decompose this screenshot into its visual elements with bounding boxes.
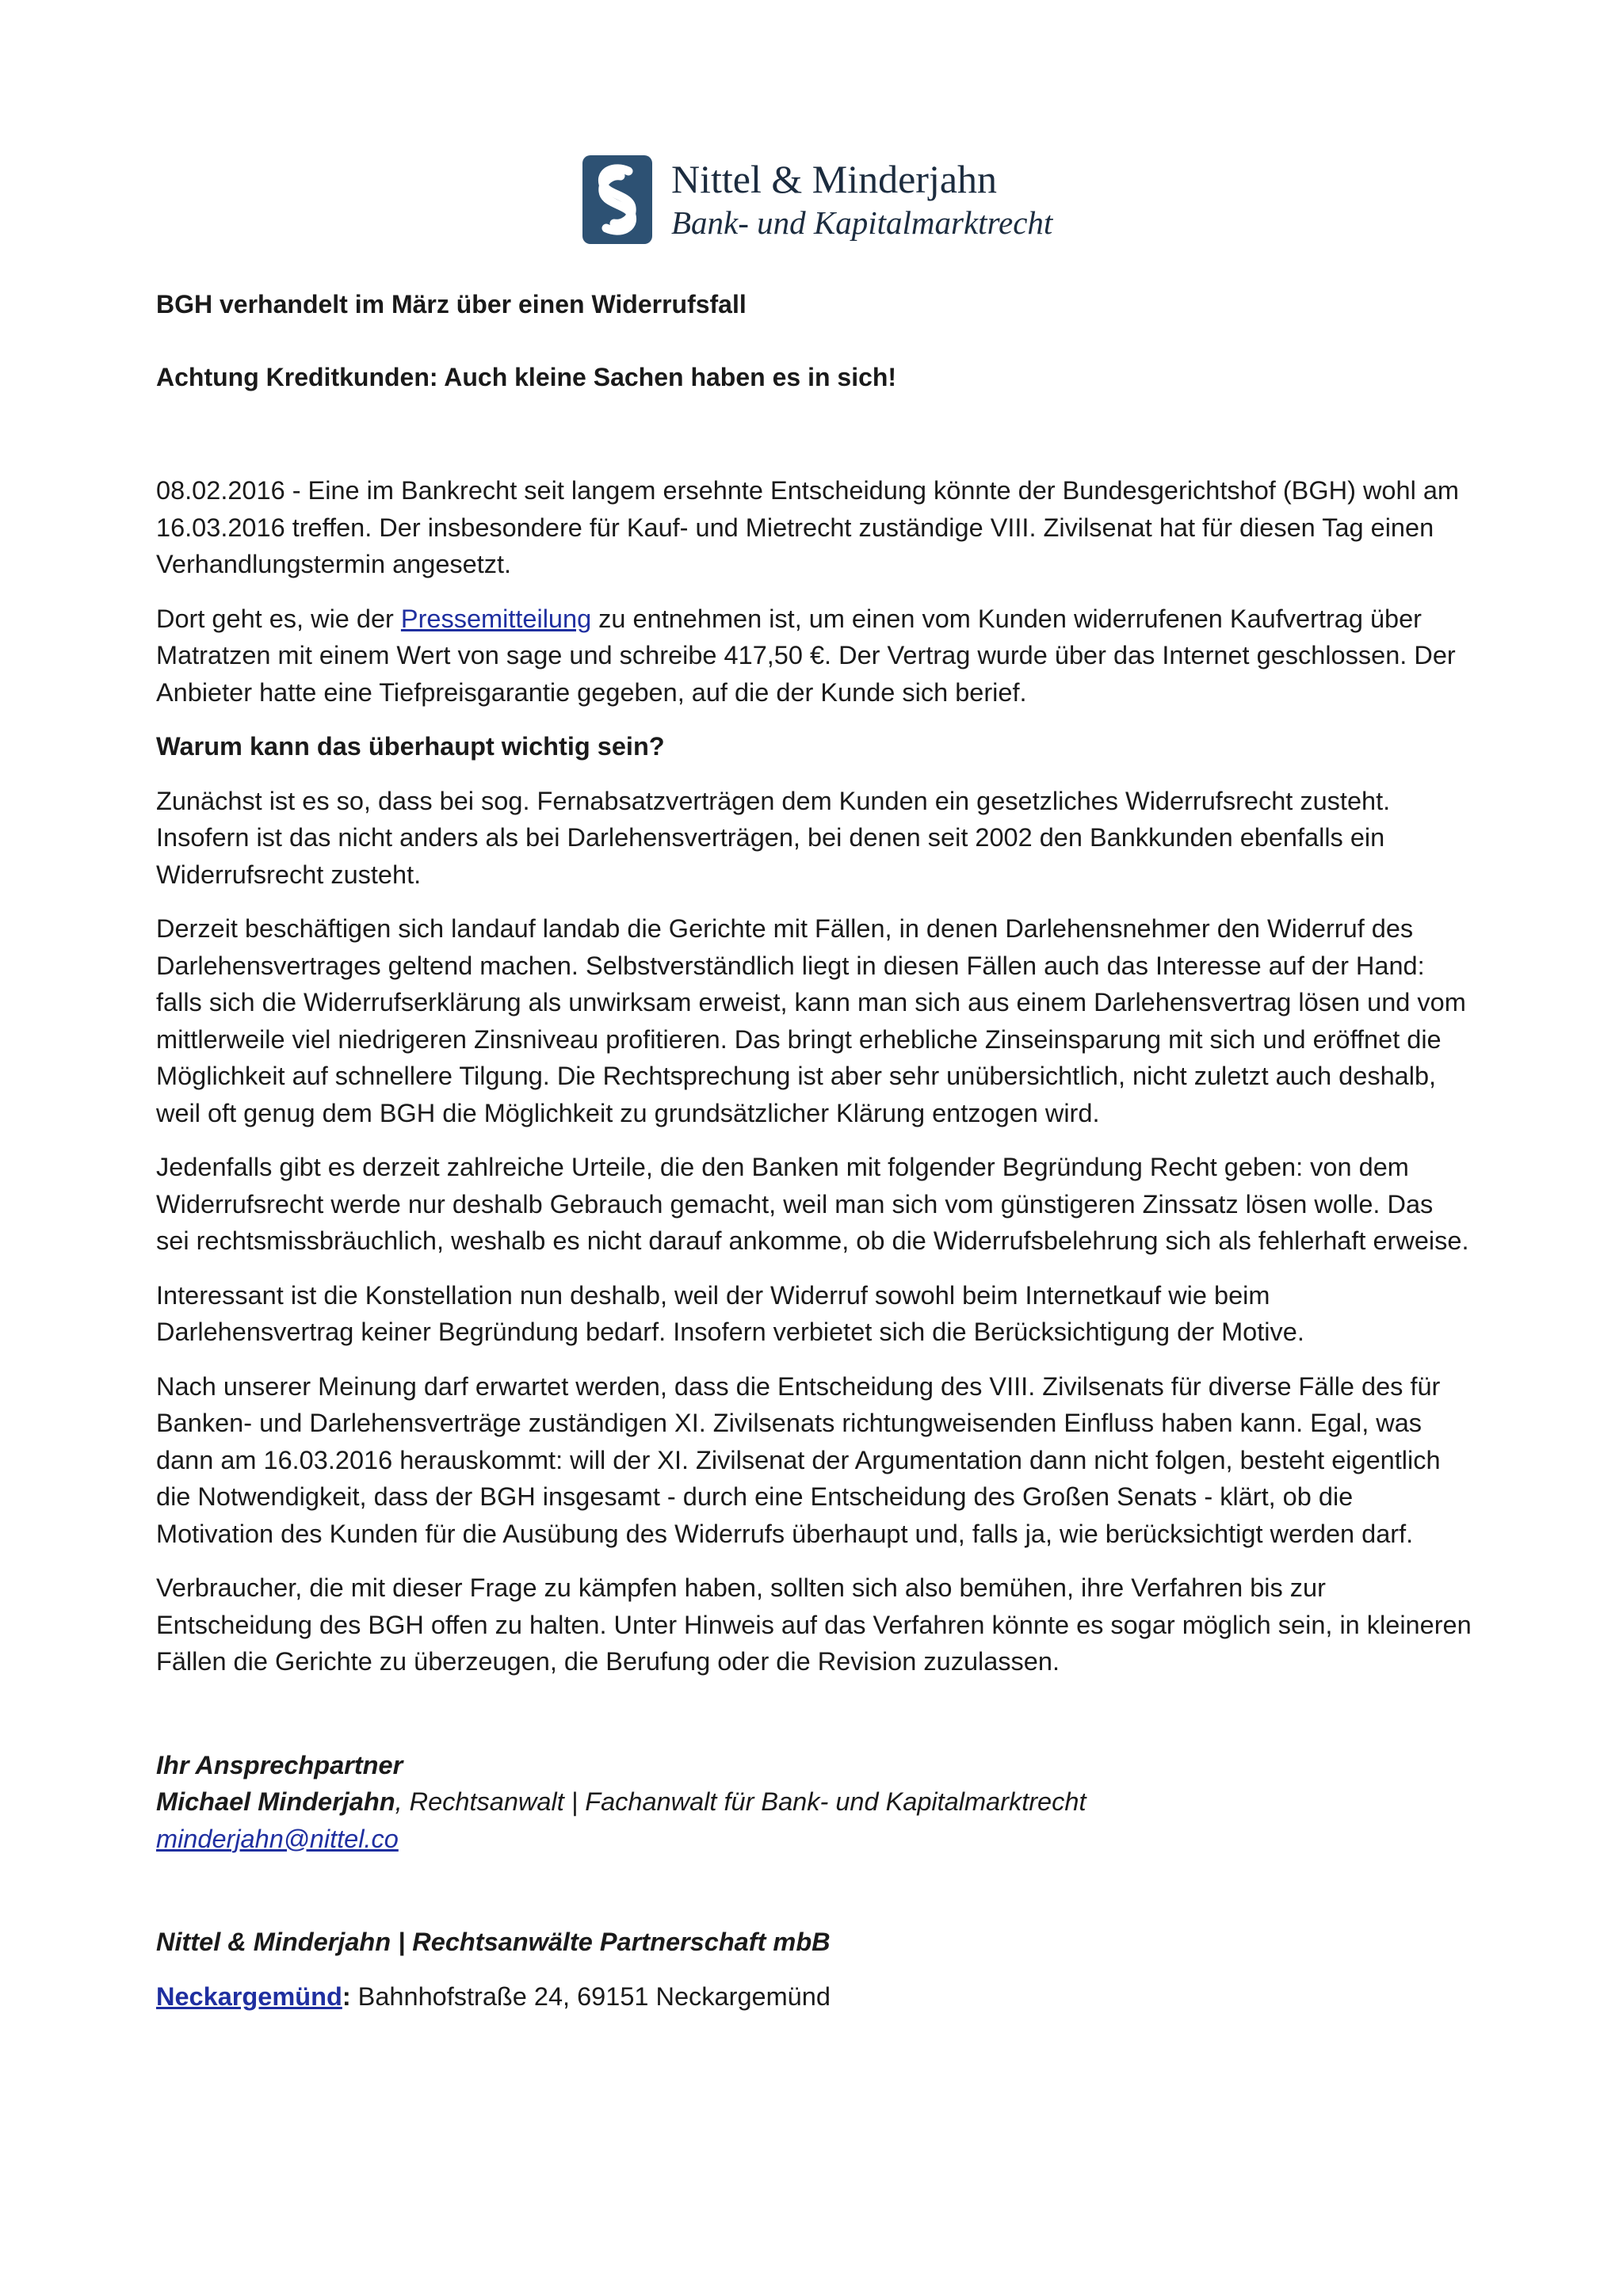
paragraph-konstellation: Interessant ist die Konstellation nun deshalb, weil der Widerruf sowohl beim Internetkauf wie beim Darlehensvertrag keiner Begründung bedarf. Insofern verbietet sich die Berücksichtigung der Motive. <box>156 1280 1304 1346</box>
article-headline: BGH verhandelt im März über einen Widerrufsfall <box>156 290 747 318</box>
article-subheadline: Achtung Kreditkunden: Auch kleine Sachen haben es in sich! <box>156 363 897 391</box>
contact-name: Michael Minderjahn <box>156 1787 395 1816</box>
firm-name-line: Nittel & Minderjahn | Rechtsanwälte Partnerschaft mbB <box>156 1928 831 1956</box>
logo-tagline: Bank- und Kapitalmarktrecht <box>671 204 1053 241</box>
para2-text-after: zu entnehmen ist, um einen vom Kunden widerrufenen Kaufvertrag über Matratzen mit einem Wert von sage und schreibe 417,50 €. Der Vertrag wurde über das Internet geschlossen. Der Anbieter hatte eine Tiefpreisgarantie gegeben, auf die der Kunde sich berief. <box>156 604 1456 707</box>
section-question-heading: Warum kann das überhaupt wichtig sein? <box>156 732 665 761</box>
office-address: Bahnhofstraße 24, 69151 Neckargemünd <box>350 1981 831 2011</box>
contact-heading: Ihr Ansprechpartner <box>156 1750 403 1779</box>
paragraph-urteile: Jedenfalls gibt es derzeit zahlreiche Urteile, die den Banken mit folgender Begründung Recht geben: von dem Widerrufsrecht werde nur deshalb Gebrauch gemacht, weil man sich vom günstigeren Zinssatz lösen wolle. Das sei rechtsmissbräuchlich, weshalb es nicht darauf ankomme, ob die Widerrufsbelehrung sich als fehlerhaft erweise. <box>156 1153 1469 1255</box>
office-colon: : <box>342 1981 351 2011</box>
contact-role: , Rechtsanwalt | Fachanwalt für Bank- und Kapitalmarktrecht <box>395 1787 1086 1816</box>
paragraph-gerichte: Derzeit beschäftigen sich landauf landab die Gerichte mit Fällen, in denen Darlehensnehmer den Widerruf des Darlehensvertrages geltend machen. Selbstverständlich liegt in diesen Fällen auch das Interesse auf der Hand: falls sich die Widerrufserklärung als unwirksam erweist, kann man sich aus einem Darlehensvertrag lösen und vom mittlerweile viel niedrigeren Zinsniveau profitieren. Das bringt erhebliche Zinseinsparung mit sich und eröffnet die Möglichkeit auf schnellere Tilgung. Die Rechtsprechung ist aber sehr unübersichtlich, nicht zuletzt auch deshalb, weil oft genug dem BGH die Möglichkeit zu grundsätzlicher Klärung entzogen wird. <box>156 914 1466 1127</box>
firm-logo <box>582 155 1058 246</box>
paragraph-verbraucher: Verbraucher, die mit dieser Frage zu kämpfen haben, sollten sich also bemühen, ihre Verfahren bis zur Entscheidung des BGH offen zu halten. Unter Hinweis auf das Verfahren könnte es sogar möglich sein, in kleineren Fällen die Gerichte zu überzeugen, die Berufung oder die Revision zuzulassen. <box>156 1573 1472 1676</box>
intro-paragraph: 08.02.2016 - Eine im Bankrecht seit langem ersehnte Entscheidung könnte der Bundesgerichtshof (BGH) wohl am 16.03.2016 treffen. Der insbesondere für Kauf- und Mietrecht zuständige VIII. Zivilsenat hat für diesen Tag einen Verhandlungstermin angesetzt. <box>156 476 1459 578</box>
office-address-line <box>156 1978 1472 2016</box>
section-sign-logo-icon <box>582 155 652 244</box>
office-city-link[interactable]: Neckargemünd <box>156 1981 342 2011</box>
press-release-paragraph <box>156 601 1472 711</box>
contact-block <box>156 1747 1472 1858</box>
article-body <box>156 285 1472 2015</box>
paragraph-meinung: Nach unserer Meinung darf erwartet werden, dass die Entscheidung des VIII. Zivilsenats für diverse Fälle des für Banken- und Darlehensverträge zuständigen XI. Zivilsenats richtungweisenden Einfluss haben kann. Egal, was dann am 16.03.2016 herauskommt: will der XI. Zivilsenat der Argumentation dann nicht folgen, besteht eigentlich die Notwendigkeit, dass der BGH insgesamt - durch eine Entscheidung des Großen Senats - klärt, ob die Motivation des Kunden für die Ausübung des Widerrufs überhaupt und, falls ja, wie berücksichtigt werden darf. <box>156 1371 1441 1548</box>
logo-firm-name: Nittel & Minderjahn <box>671 157 998 201</box>
press-release-link[interactable]: Pressemitteilung <box>400 604 592 633</box>
contact-email-link[interactable]: minderjahn@nittel.co <box>156 1824 399 1853</box>
para2-text-before: Dort geht es, wie der <box>156 604 401 633</box>
paragraph-fernabsatz: Zunächst ist es so, dass bei sog. Fernabsatzverträgen dem Kunden ein gesetzliches Widerrufsrecht zusteht. Insofern ist das nicht anders als bei Darlehensverträgen, bei denen seit 2002 den Bankkunden ebenfalls ein Widerrufsrecht zusteht. <box>156 786 1391 889</box>
contact-email-line <box>156 1821 1472 1858</box>
contact-person-line <box>156 1783 1472 1821</box>
